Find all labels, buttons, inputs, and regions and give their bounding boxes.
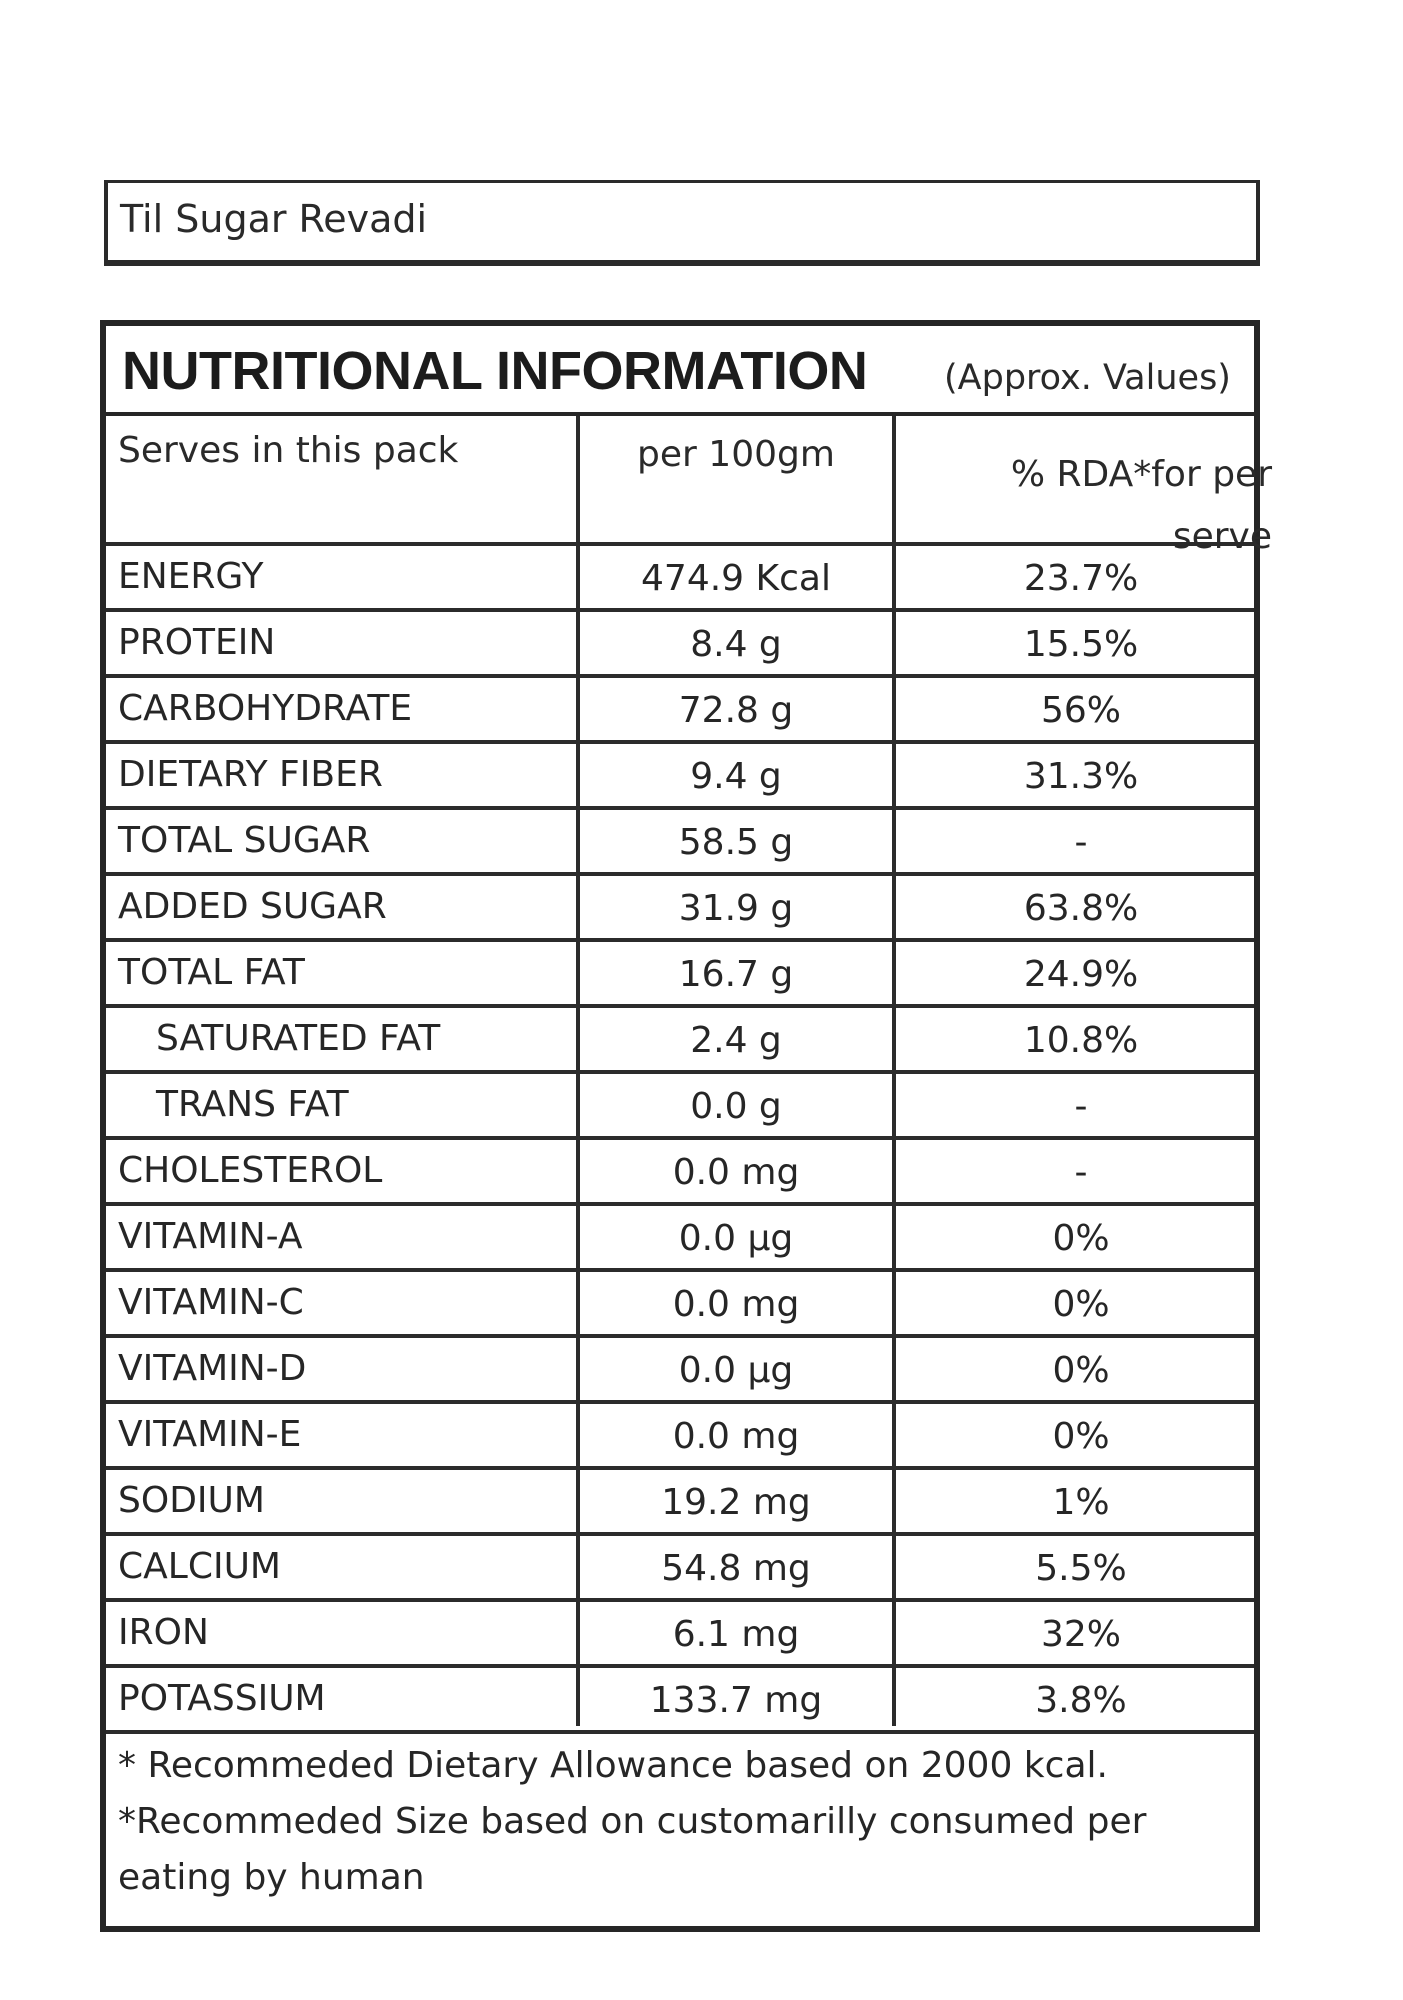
- nutrient-amount-per-100g: 9.4 g: [690, 756, 782, 797]
- table-row: [106, 810, 1254, 876]
- footnotes: [118, 1738, 1248, 1906]
- nutrient-amount-per-100g: 0.0 g: [690, 1086, 782, 1127]
- nutrient-amount-per-100g: 8.4 g: [690, 624, 782, 665]
- nutrient-rda-percent: -: [1074, 1086, 1088, 1127]
- nutrient-rda-percent: 1%: [1052, 1482, 1110, 1523]
- nutrient-rda-percent: 56%: [1040, 690, 1121, 731]
- nutrient-rda-percent: 5.5%: [1035, 1548, 1127, 1589]
- panel-title-note: (Approx. Values): [944, 358, 1231, 398]
- nutrient-rda-percent: 0%: [1052, 1416, 1110, 1457]
- nutrient-amount-per-100g: 16.7 g: [678, 954, 794, 995]
- nutrient-amount-per-100g: 0.0 mg: [672, 1416, 800, 1457]
- header-serves: Serves in this pack: [118, 430, 459, 471]
- nutrient-rda-percent: 10.8%: [1023, 1020, 1139, 1061]
- nutrient-rda-percent: 32%: [1040, 1614, 1121, 1655]
- nutrient-name: TOTAL FAT: [118, 952, 305, 993]
- nutrient-amount-per-100g: 0.0 mg: [672, 1284, 800, 1325]
- nutrient-amount-per-100g: 19.2 mg: [661, 1482, 811, 1523]
- table-row: [106, 1206, 1254, 1272]
- table-row: [106, 876, 1254, 942]
- nutrient-name: CARBOHYDRATE: [118, 688, 413, 729]
- nutrient-name: VITAMIN-C: [118, 1282, 304, 1323]
- header-rda-line2: serve: [1172, 516, 1272, 557]
- nutrient-name: POTASSIUM: [118, 1678, 326, 1719]
- nutrition-facts-panel: [100, 320, 1272, 1932]
- nutrient-amount-per-100g: 31.9 g: [678, 888, 794, 929]
- header-per-100g: per 100gm: [637, 434, 835, 475]
- table-row: [106, 1338, 1254, 1404]
- nutrient-rda-percent: 0%: [1052, 1218, 1110, 1259]
- table-row: [106, 1008, 1254, 1074]
- header-rda-line1: % RDA*for per: [1010, 454, 1272, 495]
- nutrient-name: SATURATED FAT: [156, 1018, 441, 1059]
- table-row: [106, 1470, 1254, 1536]
- table-row: [106, 1404, 1254, 1470]
- nutrient-name: SODIUM: [118, 1480, 265, 1521]
- nutrient-amount-per-100g: 474.9 Kcal: [641, 558, 831, 599]
- nutrient-rda-percent: -: [1074, 822, 1088, 863]
- footnote-serving-size: *Recommeded Size based on customarilly consumed per: [118, 1801, 1147, 1842]
- nutrient-rda-percent: 23.7%: [1023, 558, 1139, 599]
- nutrient-amount-per-100g: 6.1 mg: [672, 1614, 800, 1655]
- nutrient-amount-per-100g: 133.7 mg: [649, 1680, 823, 1721]
- table-row: [106, 612, 1254, 678]
- nutrient-rda-percent: -: [1074, 1152, 1088, 1193]
- nutrient-amount-per-100g: 0.0 µg: [678, 1218, 794, 1259]
- panel-heading: [106, 326, 1254, 416]
- nutrient-name: ADDED SUGAR: [118, 886, 387, 927]
- nutrient-name: VITAMIN-D: [118, 1348, 307, 1389]
- nutrient-amount-per-100g: 54.8 mg: [661, 1548, 811, 1589]
- table-row: [106, 678, 1254, 744]
- nutrient-name: PROTEIN: [118, 622, 276, 663]
- table-row: [106, 1140, 1254, 1206]
- nutrient-name: VITAMIN-E: [118, 1414, 302, 1455]
- nutrient-amount-per-100g: 2.4 g: [690, 1020, 782, 1061]
- nutrient-name: IRON: [118, 1612, 209, 1653]
- table-row: [106, 1536, 1254, 1602]
- product-name-box: [104, 180, 1260, 266]
- nutrient-name: ENERGY: [118, 556, 264, 597]
- nutrient-name: VITAMIN-A: [118, 1216, 303, 1257]
- nutrient-rda-percent: 63.8%: [1023, 888, 1139, 929]
- nutrient-amount-per-100g: 0.0 µg: [678, 1350, 794, 1391]
- nutrient-rda-percent: 24.9%: [1023, 954, 1139, 995]
- nutrient-rda-percent: 0%: [1052, 1284, 1110, 1325]
- nutrient-name: CHOLESTEROL: [118, 1150, 383, 1191]
- table-row: [106, 1602, 1254, 1668]
- table-row: [106, 546, 1254, 612]
- table-row: [106, 744, 1254, 810]
- nutrient-amount-per-100g: 72.8 g: [678, 690, 794, 731]
- footnote-rda: * Recommeded Dietary Allowance based on 2000 kcal.: [118, 1745, 1108, 1786]
- nutrient-amount-per-100g: 0.0 mg: [672, 1152, 800, 1193]
- nutrient-name: CALCIUM: [118, 1546, 281, 1587]
- nutrient-rda-percent: 0%: [1052, 1350, 1110, 1391]
- panel-title: NUTRITIONAL INFORMATION: [122, 341, 868, 401]
- nutrient-rda-percent: 3.8%: [1035, 1680, 1127, 1721]
- nutrient-rda-percent: 31.3%: [1023, 756, 1139, 797]
- table-row: [106, 1272, 1254, 1338]
- table-row: [106, 942, 1254, 1008]
- table-row: [106, 1074, 1254, 1140]
- nutrient-name: TOTAL SUGAR: [118, 820, 371, 861]
- product-name: Til Sugar Revadi: [120, 197, 428, 241]
- nutrient-name: TRANS FAT: [156, 1084, 349, 1125]
- nutrient-rda-percent: 15.5%: [1023, 624, 1139, 665]
- nutrient-amount-per-100g: 58.5 g: [678, 822, 794, 863]
- table-header-row: [106, 416, 1272, 557]
- nutrient-name: DIETARY FIBER: [118, 754, 383, 795]
- footnote-serving-size-cont: eating by human: [118, 1857, 425, 1898]
- table-row: [106, 1668, 1254, 1734]
